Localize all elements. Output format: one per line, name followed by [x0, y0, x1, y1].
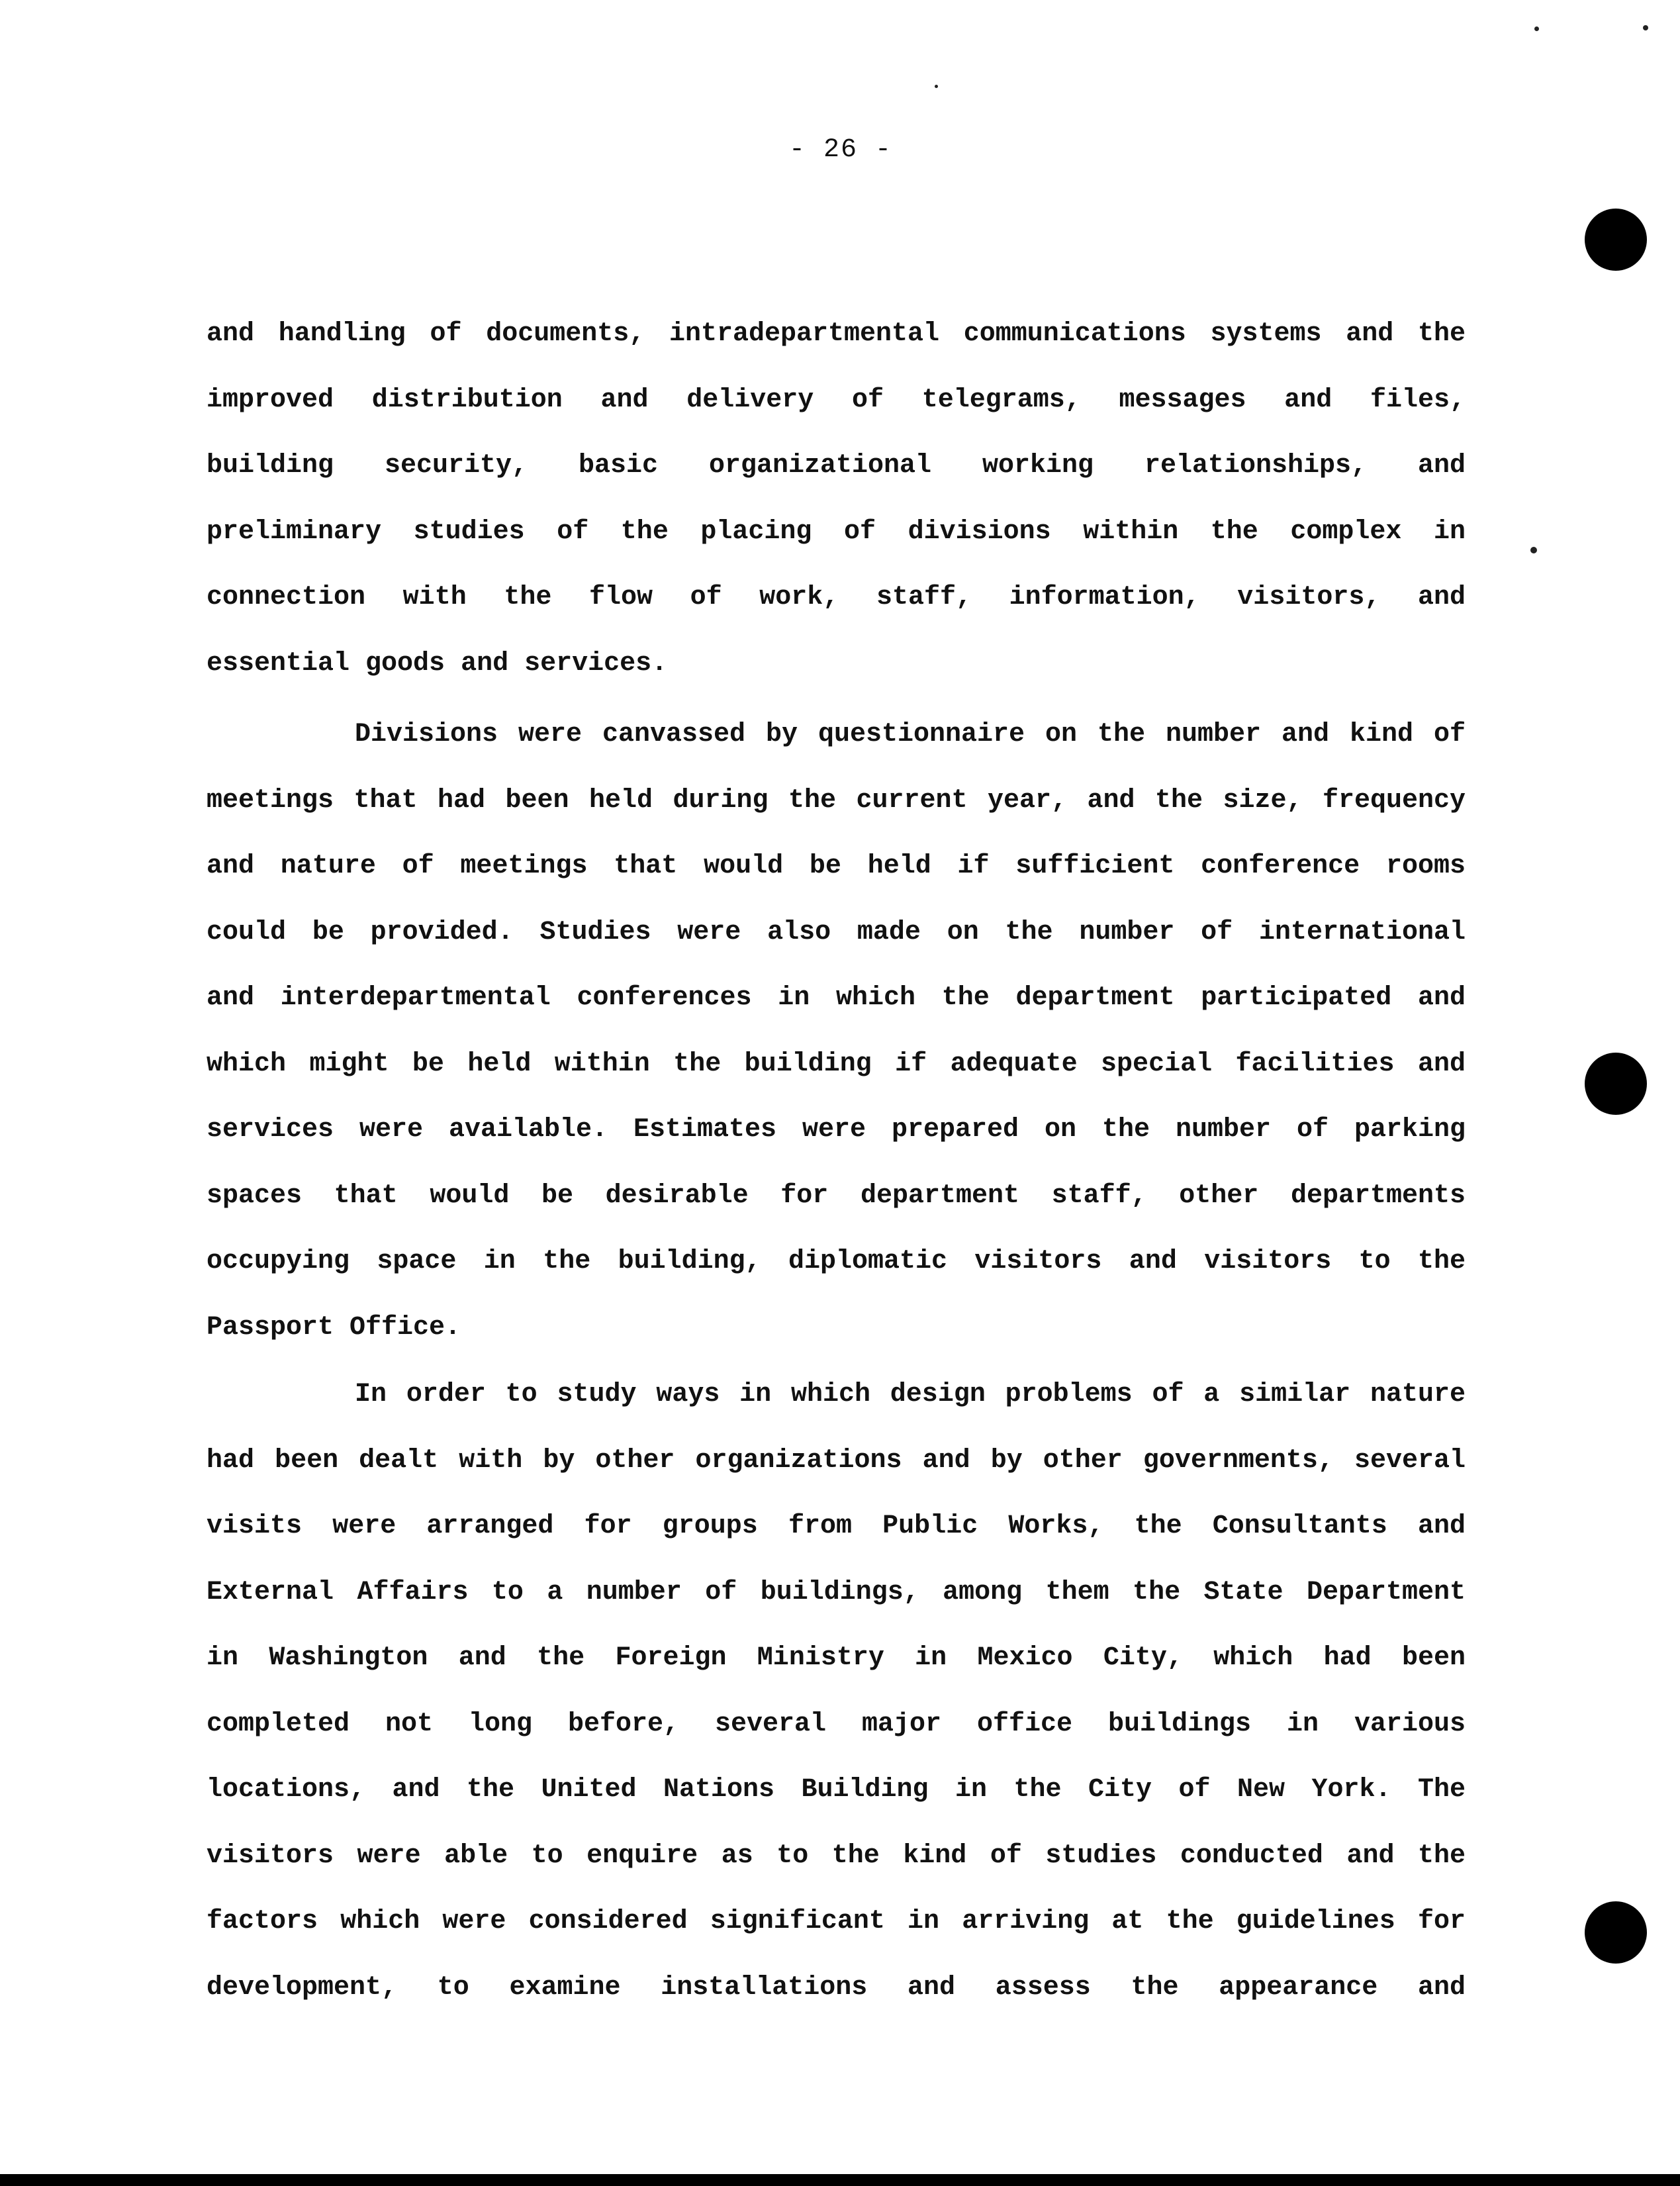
- scan-speck: [1530, 547, 1537, 553]
- text-line: Passport Office.: [207, 1312, 461, 1343]
- text-line: essential goods and services.: [207, 648, 668, 679]
- punch-hole: [1585, 1901, 1647, 1964]
- text-line: and interdepartmental conferences in which the department participated and: [207, 983, 1466, 1013]
- text-line: connection with the flow of work, staff, information, visitors, and: [207, 583, 1466, 612]
- text-line: occupying space in the building, diplomatic visitors and visitors to the: [207, 1247, 1466, 1276]
- scan-bottom-edge: [0, 2174, 1680, 2186]
- text-line: in Washington and the Foreign Ministry in Mexico City, which had been: [207, 1643, 1466, 1673]
- text-line: could be provided. Studies were also made on the number of international: [207, 917, 1466, 947]
- text-line: meetings that had been held during the current year, and the size, frequency: [207, 785, 1466, 816]
- text-line: improved distribution and delivery of telegrams, messages and files,: [207, 385, 1466, 415]
- text-line: visitors were able to enquire as to the kind of studies conducted and the: [207, 1840, 1466, 1871]
- text-line: External Affairs to a number of buildings, among them the State Department: [207, 1577, 1466, 1607]
- text-line: In order to study ways in which design problems of a similar nature: [355, 1380, 1466, 1409]
- scan-speck: [1534, 26, 1539, 31]
- scan-speck: [1643, 25, 1648, 30]
- paragraph-1: [207, 301, 1466, 696]
- text-line: had been dealt with by other organizations and by other governments, several: [207, 1445, 1466, 1476]
- paragraph-3: [207, 1362, 1466, 2020]
- punch-hole: [1585, 1053, 1647, 1115]
- text-line: preliminary studies of the placing of divisions within the complex in: [207, 516, 1466, 547]
- page-number: - 26 -: [788, 135, 893, 165]
- text-line: and nature of meetings that would be held if sufficient conference rooms: [207, 851, 1466, 881]
- text-line: building security, basic organizational working relationships, and: [207, 451, 1466, 481]
- text-line: development, to examine installations and assess the appearance and: [207, 1972, 1466, 2003]
- text-line: visits were arranged for groups from Public Works, the Consultants and: [207, 1511, 1466, 1541]
- text-line: factors which were considered significant in arriving at the guidelines for: [207, 1907, 1466, 1936]
- text-line: and handling of documents, intradepartmental communications systems and the: [207, 319, 1466, 349]
- paragraph-2: [207, 702, 1466, 1360]
- text-line: which might be held within the building if adequate special facilities and: [207, 1049, 1466, 1079]
- text-line: locations, and the United Nations Building in the City of New York. The: [207, 1775, 1466, 1805]
- scan-speck: [935, 85, 938, 88]
- punch-hole: [1585, 209, 1647, 271]
- text-line: spaces that would be desirable for department staff, other departments: [207, 1180, 1466, 1211]
- text-line: Divisions were canvassed by questionnaire on the number and kind of: [355, 720, 1466, 749]
- text-line: services were available. Estimates were prepared on the number of parking: [207, 1115, 1466, 1145]
- text-line: completed not long before, several major office buildings in various: [207, 1709, 1466, 1739]
